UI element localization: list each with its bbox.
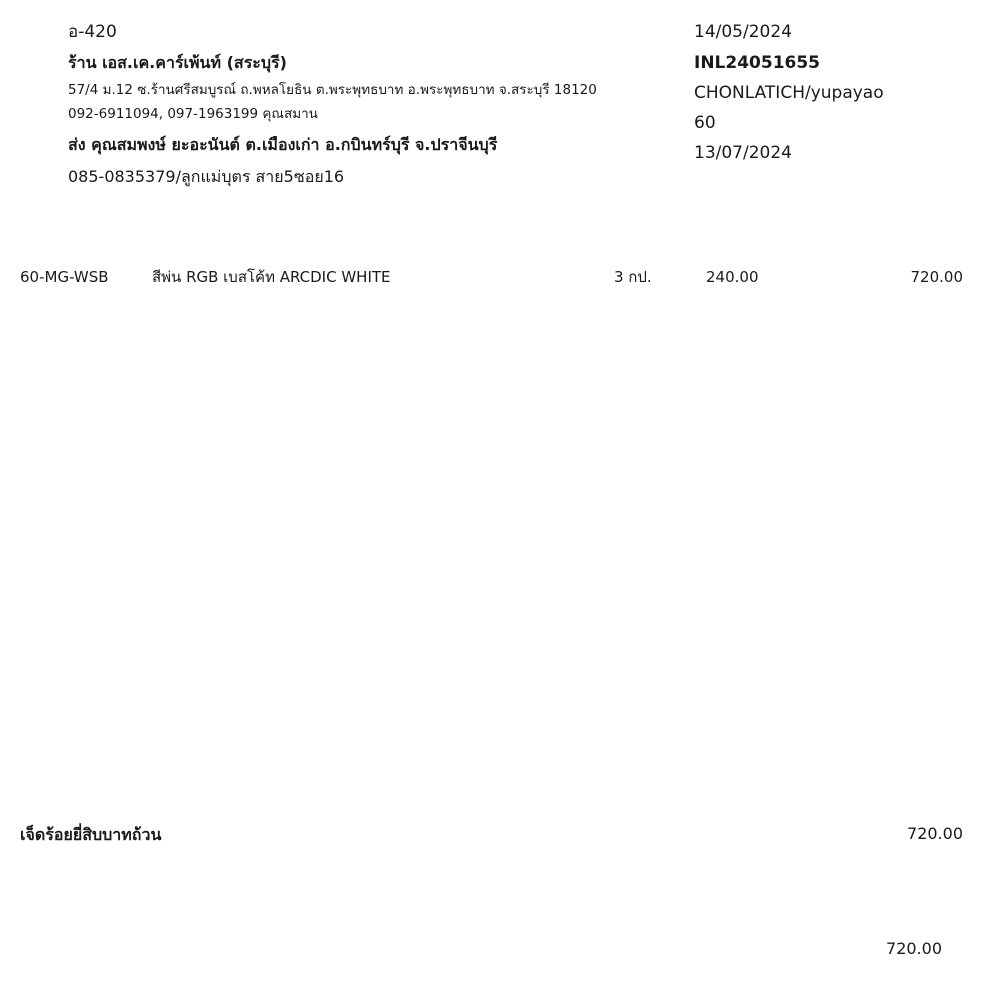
shop-address: 57/4 ม.12 ซ.ร้านศรีสมบูรณ์ ถ.พหลโยธิน ต.พระพุทธบาท อ.พระพุทธบาท จ.สระบุรี 18120 [68, 82, 597, 98]
document-date: 14/05/2024 [694, 22, 792, 42]
credit-days: 60 [694, 113, 716, 133]
subtotal-amount: 720.00 [907, 824, 963, 843]
shop-name: ร้าน เอส.เค.คาร์เพ้นท์ (สระบุรี) [68, 53, 287, 72]
amount-in-words: เจ็ดร้อยยี่สิบบาทถ้วน [20, 825, 162, 844]
item-unit-price: 240.00 [706, 268, 759, 286]
shop-phone: 092-6911094, 097-1963199 คุณสมาน [68, 106, 318, 122]
salesperson: CHONLATICH/yupayao [694, 83, 884, 103]
item-amount: 720.00 [910, 268, 963, 286]
item-quantity: 3 กป. [614, 268, 652, 286]
ship-to-address: ส่ง คุณสมพงษ์ ยะอะนันต์ ต.เมืองเก่า อ.กบินทร์บุรี จ.ปราจีนบุรี [68, 135, 498, 154]
due-date: 13/07/2024 [694, 143, 792, 163]
ship-contact: 085-0835379/ลูกแม่บุตร สาย5ซอย16 [68, 167, 345, 186]
item-description: สีพ่น RGB เบสโค้ท ARCDIC WHITE [152, 268, 391, 286]
item-code: 60-MG-WSB [20, 268, 109, 286]
grand-total-amount: 720.00 [886, 939, 942, 958]
document-number: INL24051655 [694, 53, 821, 73]
customer-code: อ-420 [68, 22, 117, 42]
